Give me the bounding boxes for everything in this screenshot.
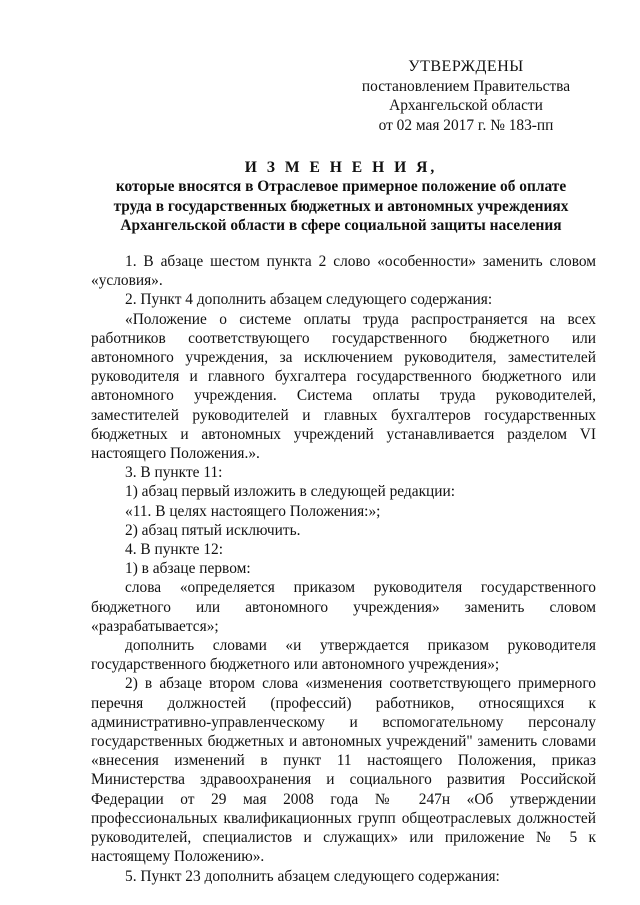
title-line-2: труда в государственных бюджетных и автономных учреждениях [113,197,569,215]
document-body [91,252,596,886]
paragraph-4-1-add: дополнить словами «и утверждается приказом руководителя государственного бюджетного или автономного учреждения»; [91,637,596,674]
paragraph-4-2: 2) в абзаце втором слова «изменения соответствующего примерного перечня должностей (профессий) работников, относящихся к административно-управленческому и вспомогательному персоналу государственных бюджетных и автономных учреждений" заменить словами «внесения изменений в пункт 11 настоящего Положения, приказ Министерства здравоохранения и социального развития Российской Федерации от 29 мая 2008 года № 247н «Об утверждении профессиональных квалификационных групп общеотраслевых должностей руководителей, специалистов и служащих» или приложение № 5 к настоящему Положению». [91,675,596,866]
paragraph-3: 3. В пункте 11: [125,464,223,482]
paragraph-4-1: 1) в абзаце первом: [125,560,251,578]
title-line-1: которые вносятся в Отраслевое примерное положение об оплате [115,178,567,196]
approval-line-2: Архангельской области [389,97,543,114]
approval-line-3: от 02 мая 2017 г. № 183-пп [378,116,554,134]
paragraph-5: 5. Пункт 23 дополнить абзацем следующего содержания: [125,867,500,885]
paragraph-4: 4. В пункте 12: [125,541,224,559]
approval-line-1: постановлением Правительства [361,77,571,95]
paragraph-quote: «Положение о системе оплаты труда распространяется на всех работников соответствующего государственного бюджетного или автономного учреждения, за исключением руководителя, заместителей руководителя и главного бухгалтера государственного бюджетного или автономного учреждения. Система оплаты труда руководителей, заместителей руководителей и главных бухгалтеров государственных бюджетных и автономных учреждений устанавливается разделом VI настоящего Положения.». [91,310,596,463]
paragraph-3-quote: «11. В целях настоящего Положения:»; [125,502,381,520]
paragraph-2: 2. Пункт 4 дополнить абзацем следующего содержания: [125,291,493,309]
approval-heading: УТВЕРЖДЕНЫ [408,58,524,75]
paragraph-3-2: 2) абзац пятый исключить. [125,521,301,539]
document-title [84,158,598,236]
paragraph-4-1-words: слова «определяется приказом руководителя государственного бюджетного или автономного учреждения» заменить словом «разрабатывается»; [91,579,596,635]
approval-stamp [340,57,592,135]
paragraph-1: 1. В абзаце шестом пункта 2 слово «особенности» заменить словом «условия». [91,253,596,290]
paragraph-3-1: 1) абзац первый изложить в следующей редакции: [125,483,456,501]
title-line-3: Архангельской области в сфере социальной защиты населения [120,217,562,235]
title-main: И З М Е Н Е Н И Я, [244,159,438,176]
